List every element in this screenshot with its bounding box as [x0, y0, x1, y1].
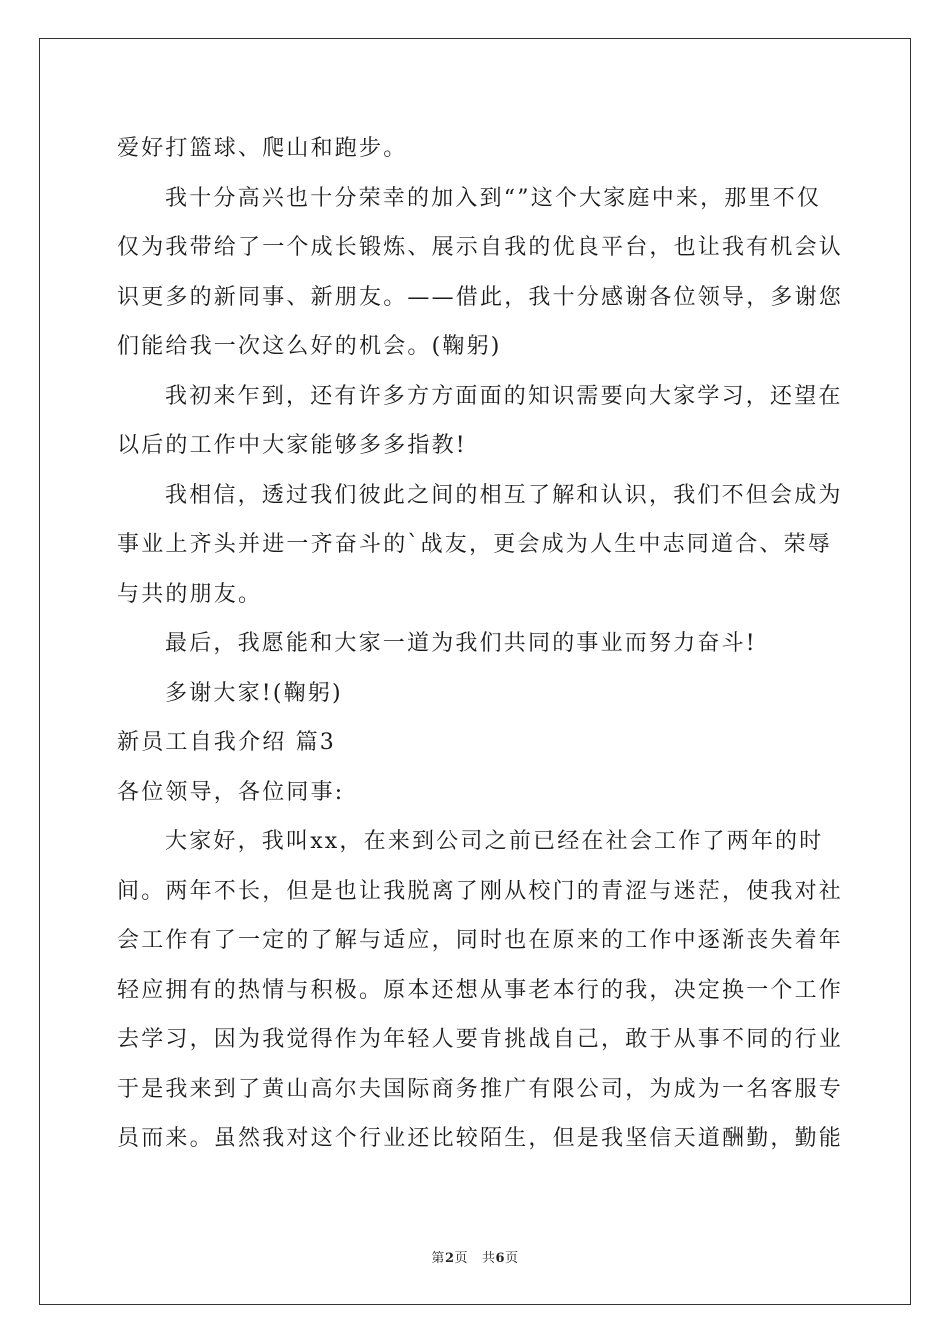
text-line: 最后，我愿能和大家一道为我们共同的事业而努力奋斗! — [165, 631, 757, 656]
text-line: 仅为我带给了一个成长锻炼、展示自我的优良平台，也让我有机会认 — [117, 235, 844, 260]
text-line: 我相信，透过我们彼此之间的相互了解和认识，我们不但会成为 — [165, 482, 843, 508]
text-line: 与共的朋友。 — [117, 581, 263, 607]
text-line: 轻应拥有的热情与积极。原本还想从事老本行的我，决定换一个工作 — [117, 977, 844, 1003]
text-line: 我初来乍到，还有许多方方面面的知识需要向大家学习，还望在 — [165, 383, 843, 409]
text-line: 大家好，我叫xx，在来到公司之前已经在社会工作了两年的时 — [165, 829, 824, 854]
text-line: 识更多的新同事、新朋友。——借此，我十分感谢各位领导，多谢您 — [117, 284, 844, 310]
total-pages: 6 — [495, 1251, 506, 1266]
page-footer — [0, 1247, 950, 1266]
text-line: 于是我来到了黄山高尔夫国际商务推广有限公司，为成为一名客服专 — [117, 1076, 844, 1102]
text-line: 新员工自我介绍 篇3 — [117, 730, 336, 755]
text-line: 员而来。虽然我对这个行业还比较陌生，但是我坚信天道酬勤，勤能 — [117, 1126, 844, 1151]
text-line: 以后的工作中大家能够多多指教! — [117, 433, 467, 458]
total-suffix: 页 — [505, 1251, 519, 1266]
text-line: 爱好打篮球、爬山和跑步。 — [117, 136, 408, 161]
text-line: 去学习，因为我觉得作为年轻人要肯挑战自己，敢于从事不同的行业 — [117, 1027, 844, 1052]
page-suffix: 页 — [454, 1251, 468, 1266]
text-line: 各位领导，各位同事: — [117, 779, 345, 805]
text-line: 们能给我一次这么好的机会。(鞠躬) — [117, 334, 502, 359]
text-line: 多谢大家!(鞠躬) — [165, 680, 343, 706]
text-line: 会工作有了一定的了解与适应，同时也在原来的工作中逐渐丧失着年 — [117, 928, 844, 953]
page-prefix: 第 — [431, 1251, 445, 1266]
text-line: 事业上齐头并进一齐奋斗的`战友，更会成为人生中志同道合、荣辱 — [117, 532, 833, 557]
document-body — [117, 124, 844, 1164]
text-line: 我十分高兴也十分荣幸的加入到“”这个大家庭中来，那里不仅 — [165, 185, 822, 211]
text-line: 间。两年不长，但是也让我脱离了刚从校门的青涩与迷茫，使我对社 — [117, 878, 844, 904]
page-number: 2 — [444, 1251, 455, 1266]
total-prefix: 共 — [482, 1251, 496, 1266]
